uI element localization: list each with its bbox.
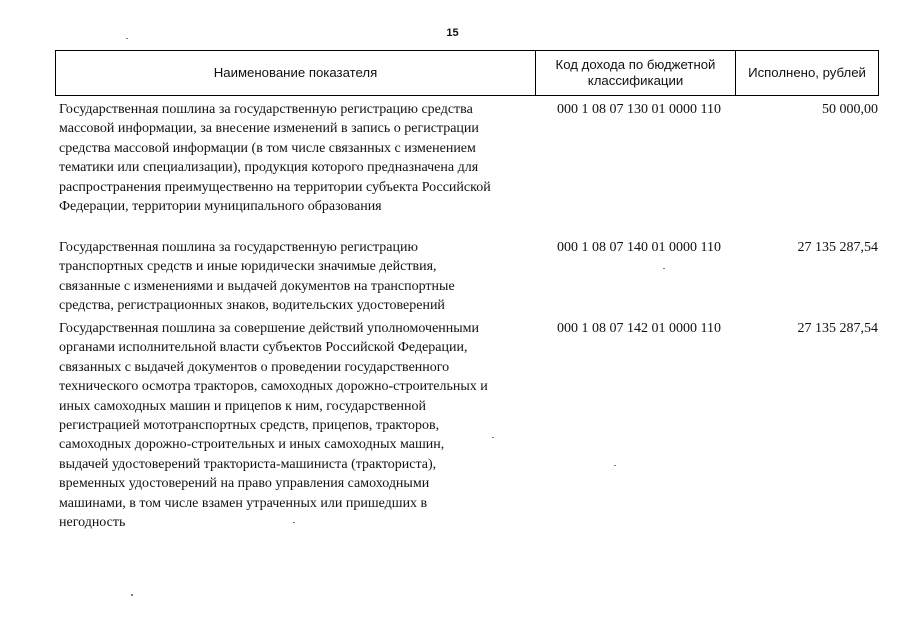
header-name: Наименование показателя — [56, 51, 536, 95]
row-amount: 27 135 287,54 — [797, 240, 878, 255]
scan-speck — [126, 38, 128, 39]
scan-speck — [492, 437, 494, 438]
scan-speck — [614, 465, 616, 466]
header-code: Код дохода по бюджетной классификации — [536, 51, 736, 95]
row-code: 000 1 08 07 142 01 0000 110 — [557, 321, 721, 336]
table-header — [55, 50, 879, 96]
row-code: 000 1 08 07 140 01 0000 110 — [557, 240, 721, 255]
row-amount: 50 000,00 — [822, 102, 878, 117]
row-amount: 27 135 287,54 — [797, 321, 878, 336]
table-row — [55, 319, 879, 532]
table-row — [55, 100, 879, 216]
row-name: Государственная пошлина за государственную регистрацию транспортных средств и иные юридически значимые действия, связанные с изменениями и выдачей документов на транспортные средства, регистрационных знаков, водительских удостоверений — [59, 240, 455, 314]
scan-speck — [293, 522, 295, 523]
row-name: Государственная пошлина за совершение действий уполномоченными органами исполнительной власти субъектов Российской Федерации, связанных с выдачей документов о проведении государственного технического осмотра тракторов, самоходных дорожно-строительных и иных самоходных машин и прицепов к ним, государственной регистрацией мототранспортных средств, прицепов, тракторов, самоходных дорожно-строительных и иных самоходных машин, выдачей удостоверений тракториста-машиниста (тракториста), временных удостоверений на право управления самоходными машинами, в том числе взамен утраченных или пришедших в негодность — [59, 321, 488, 531]
row-name: Государственная пошлина за государственную регистрацию средства массовой информации, за внесение изменений в запись о регистрации средства массовой информации (в том числе связанных с изменением тематики или специализации), продукция которого предназначена для распространения преимущественно на территории субъекта Российской Федерации, территории муниципального образования — [59, 102, 491, 215]
table-row — [55, 238, 879, 316]
page-number: 15 — [446, 27, 459, 39]
header-amount: Исполнено, рублей — [748, 65, 866, 80]
row-code: 000 1 08 07 130 01 0000 110 — [557, 102, 721, 117]
scan-speck — [131, 594, 133, 596]
scan-speck — [663, 268, 665, 269]
